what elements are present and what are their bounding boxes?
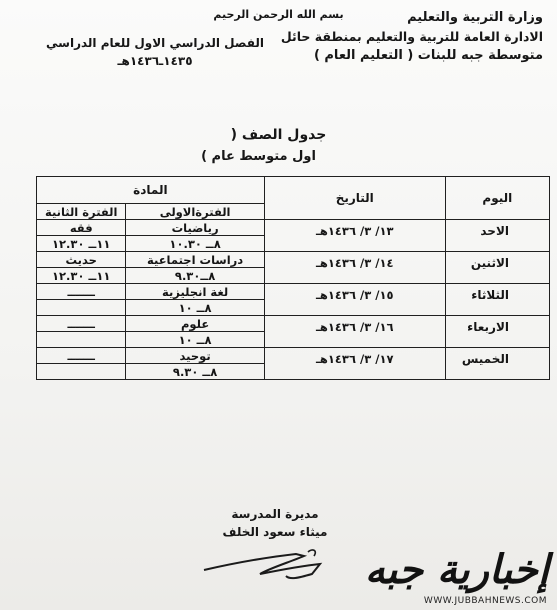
date-cell: ١٥/ ٣/ ١٤٣٦هـ [264,284,445,316]
period-2-time [37,332,126,348]
period-1-subject: دراسات اجتماعية [126,252,264,268]
signature-role: مديرة المدرسة [231,507,319,521]
table-row [37,252,550,268]
table-header-row [37,177,550,204]
watermark-site: WWW.JUBBAHNEWS.COM [423,596,547,606]
letterhead-right [273,8,543,65]
period-2-time [37,300,126,316]
period-2-time: ١١ــ ١٢.٣٠ [37,268,126,284]
table-body [37,220,550,380]
period-1-time: ٨ــ٩.٣٠ [126,268,264,284]
schedule-title [0,124,557,168]
title-line-1: جدول الصف ( [230,127,327,143]
signature-name: ميثاء سعود الخلف [222,525,328,539]
period-2-subject: ـــــــ [37,284,126,300]
period-2-time: ١١ــ ١٢.٣٠ [37,236,126,252]
period-1-time: ٨ــ ١٠.٣٠ [126,236,264,252]
semester-text: الفصل الدراسي الاول للعام الدراسي [46,36,264,50]
letterhead-left [40,34,270,70]
handwritten-signature [200,544,340,584]
header-subject: المادة [37,177,265,204]
table-row [37,316,550,332]
exam-schedule-table [36,176,550,380]
title-line-2: اول متوسط عام ) [201,149,316,164]
period-2-subject: حديث [37,252,126,268]
table-row [37,284,550,300]
period-1-time: ٨ــ ١٠ [126,332,264,348]
header-date: التاريخ [264,177,445,220]
header-period-1: الفترةالاولى [126,204,264,220]
day-cell: الثلاثاء [445,284,549,316]
date-cell: ١٧/ ٣/ ١٤٣٦هـ [264,348,445,380]
table-row [37,220,550,236]
watermark-brand: إخبارية جبه [364,547,549,593]
period-1-time: ٨ــ ١٠ [126,300,264,316]
period-2-time [37,364,126,380]
day-cell: الاربعاء [445,316,549,348]
period-2-subject: فقه [37,220,126,236]
period-1-subject: علوم [126,316,264,332]
table-row [37,348,550,364]
period-2-subject: ـــــــ [37,316,126,332]
date-cell: ١٦/ ٣/ ١٤٣٦هـ [264,316,445,348]
date-cell: ١٤/ ٣/ ١٤٣٦هـ [264,252,445,284]
academic-year: ١٤٣٥ـ١٤٣٦هـ [117,54,193,68]
school-name: متوسطة جبه للبنات ( التعليم العام ) [313,48,543,63]
period-1-subject: توحيد [126,348,264,364]
period-1-subject: لغة انجليزية [126,284,264,300]
day-cell: الاحد [445,220,549,252]
period-2-subject: ـــــــ [37,348,126,364]
period-1-time: ٨ــ ٩.٣٠ [126,364,264,380]
date-cell: ١٣/ ٣/ ١٤٣٦هـ [264,220,445,252]
bismillah-text: بسم الله الرحمن الرحيم [213,8,344,21]
header-day: اليوم [445,177,549,220]
signature-block [220,505,330,541]
ministry-name: وزارة التربية والتعليم [407,10,543,25]
day-cell: الخميس [445,348,549,380]
period-1-subject: رياضيات [126,220,264,236]
administration-name: الادارة العامة للتربية والتعليم بمنطقة حائل [280,29,543,44]
header-period-2: الفترة الثانية [37,204,126,220]
day-cell: الاثنين [445,252,549,284]
